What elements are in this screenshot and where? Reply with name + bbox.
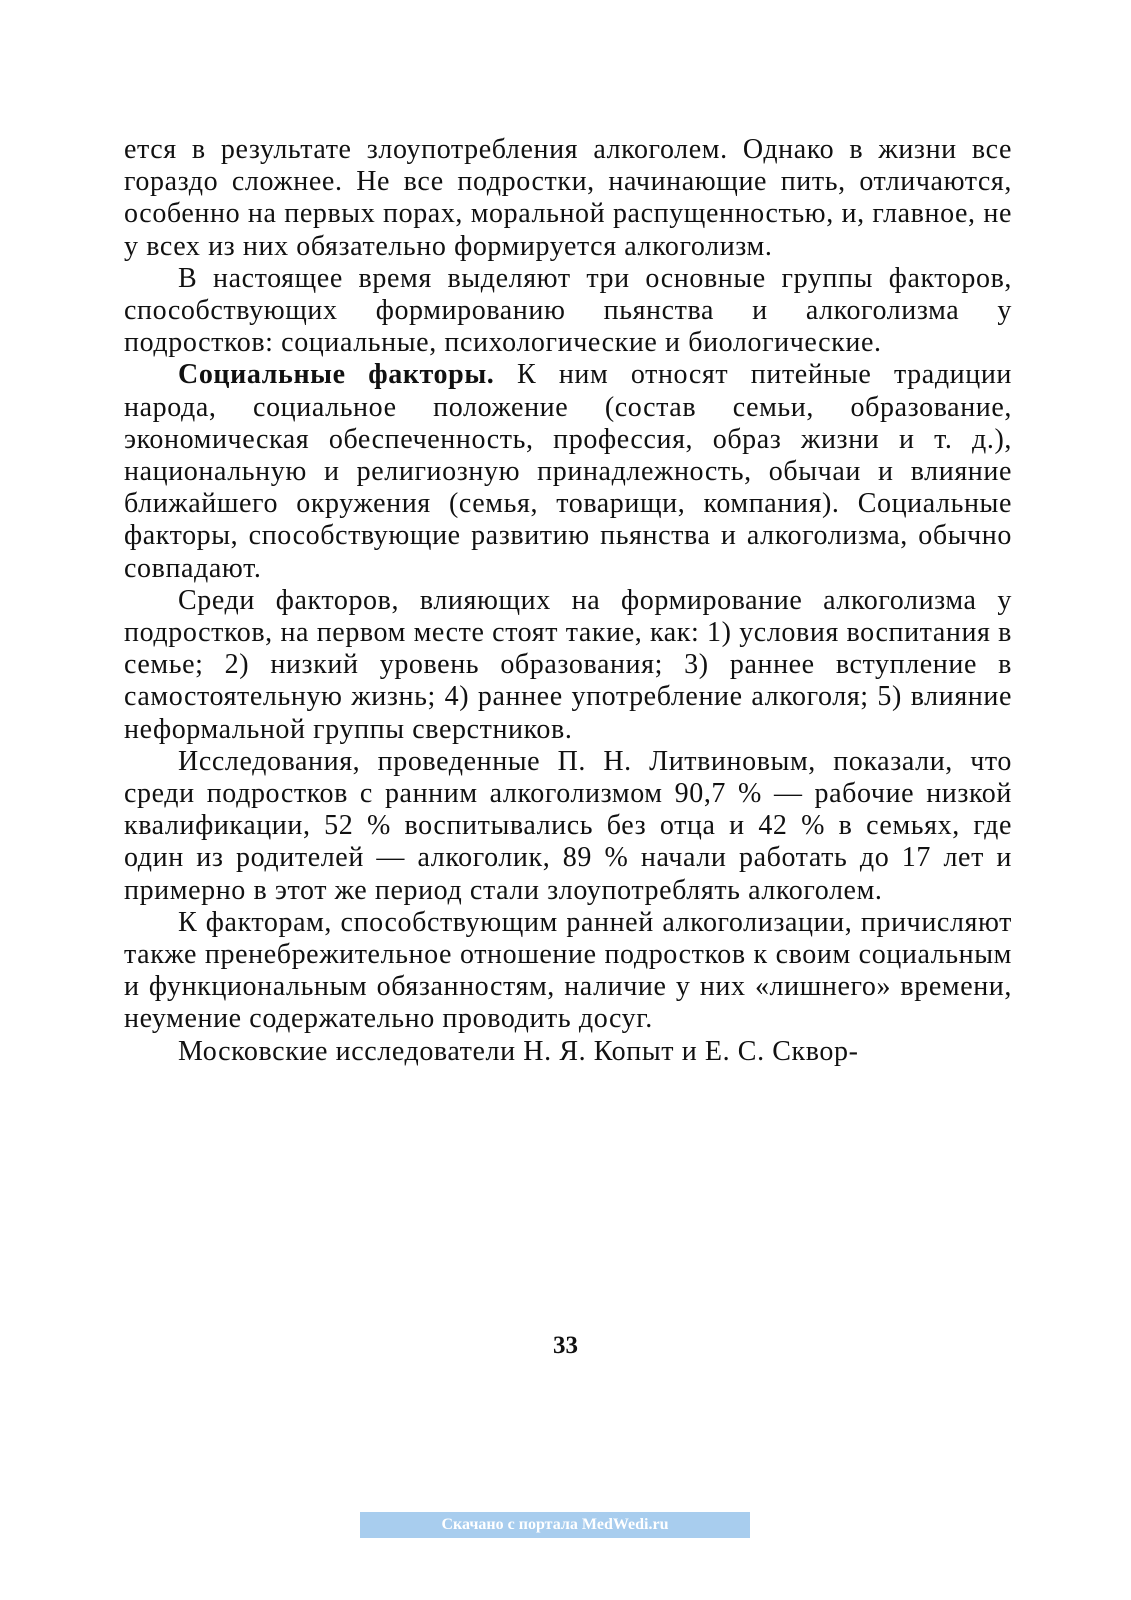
paragraph-6	[124, 907, 1012, 1036]
paragraph-3	[124, 359, 1012, 584]
paragraph-2	[124, 263, 1012, 360]
paragraph-3-text: К ним относят питейные традиции народа, социальное положение (состав семьи, образование, экономическая обеспеченность, профессия, образ жизни и т. д.), национальную и религиозную принадлежность, обычаи и влияние ближайшего окружения (семья, товарищи, компания). Социальные факторы, способствующие развитию пьянства и алкоголизма, обычно совпадают.	[124, 359, 1012, 584]
paragraph-7	[124, 1036, 1012, 1068]
paragraph-1-text: ется в результате злоупотребления алкоголем. Однако в жизни все гораздо сложнее. Не все подростки, начинающие пить, отличаются, особенно на первых порах, моральной распущенностью, и, главное, не у всех из них обязательно формируется алкоголизм.	[124, 134, 1012, 262]
paragraph-4-text: Среди факторов, влияющих на формирование алкоголизма у подростков, на первом месте стоят такие, как: 1) условия воспитания в семье; 2) низкий уровень образования; 3) раннее вступление в самостоятельную жизнь; 4) раннее употребление алкоголя; 5) влияние неформальной группы сверстников.	[124, 584, 1012, 745]
page-number: 33	[553, 1332, 578, 1359]
paragraph-1	[124, 134, 1012, 263]
paragraph-5-text: Исследования, проведенные П. Н. Литвиновым, показали, что среди подростков с ранним алкоголизмом 90,7 % — рабочие низкой квалификации, 52 % воспитывались без отца и 42 % в семьях, где один из родителей — алкоголик, 89 % начали работать до 17 лет и примерно в этот же период стали злоупотреблять алкоголем.	[124, 745, 1012, 906]
watermark-banner: Скачано с портала MedWedi.ru	[360, 1512, 750, 1538]
paragraph-3-bold-lead: Социальные факторы.	[178, 359, 495, 391]
page-body	[124, 134, 1012, 1068]
paragraph-2-text: В настоящее время выделяют три основные группы факторов, способствующих формированию пьянства и алкоголизма у подростков: социальные, психологические и биологические.	[124, 262, 1012, 359]
paragraph-7-text: Московские исследователи Н. Я. Копыт и Е. С. Сквор-	[178, 1035, 859, 1067]
paragraph-5	[124, 746, 1012, 907]
paragraph-6-text: К факторам, способствующим ранней алкоголизации, причисляют также пренебрежительное отношение подростков к своим социальным и функциональным обязанностям, наличие у них «лишнего» времени, неумение содержательно проводить досуг.	[124, 906, 1012, 1035]
paragraph-4	[124, 585, 1012, 746]
